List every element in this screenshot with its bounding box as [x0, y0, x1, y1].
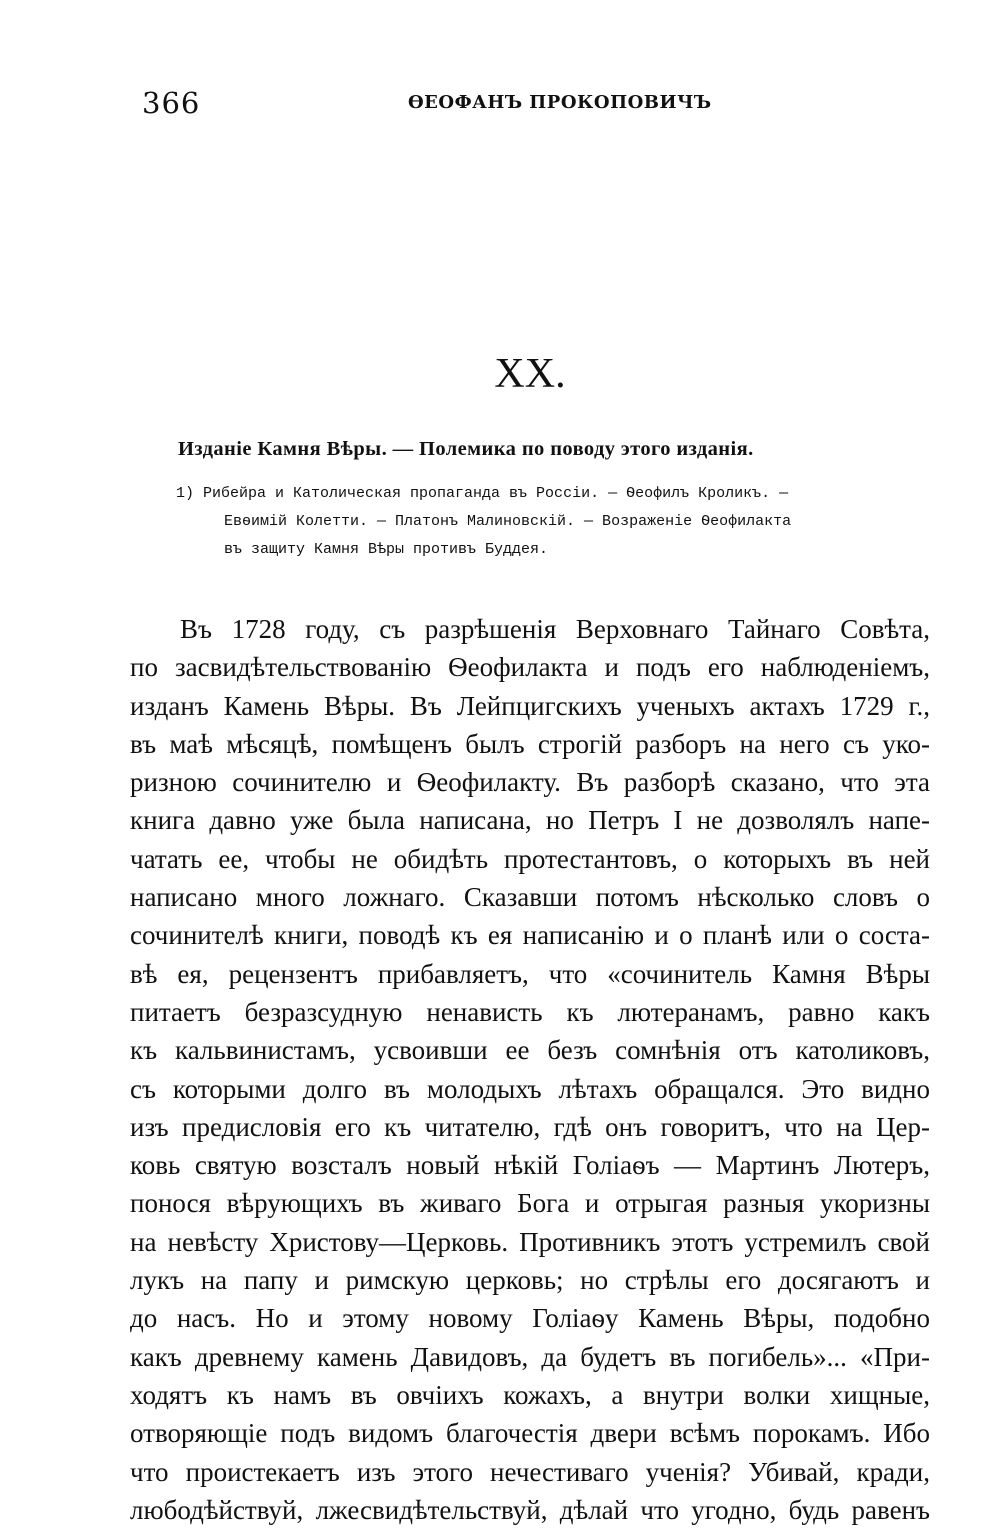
- text-line: любодѣйствуй, лжесвидѣтельствуй, дѣлай что угодно, будь равенъ: [130, 1494, 930, 1525]
- text-line: отворяющіе подъ видомъ благочестія двери всѣмъ порокамъ. Ибо: [130, 1418, 930, 1449]
- text-line: понося вѣрующихъ въ живаго Бога и отрыгая разныя укоризны: [130, 1188, 930, 1219]
- contents-line: Евѳимій Колетти. — Платонъ Малиновскій. — Возраженіе Ѳеофилакта: [224, 513, 792, 530]
- contents-line: 1) Рибейра и Католическая пропаганда въ Россіи. — Ѳеофилъ Кроликъ. —: [176, 485, 789, 502]
- chapter-title: Изданіе Камня Вѣры. — Полемика по поводу этого изданія.: [178, 438, 754, 460]
- body-text: [130, 610, 930, 1529]
- text-line: чатать ее, чтобы не обидѣть протестантовъ, о которыхъ въ ней: [130, 843, 930, 874]
- text-line: въ маѣ мѣсяцѣ, помѣщенъ былъ строгій разборъ на него съ уко-: [130, 728, 930, 759]
- text-line: ризною сочинителю и Ѳеофилакту. Въ разборѣ сказано, что эта: [130, 767, 930, 798]
- text-line: на невѣсту Христову—Церковь. Противникъ этотъ устремилъ свой: [130, 1226, 930, 1257]
- text-line: по засвидѣтельствованію Ѳеофилакта и подъ его наблюденіемъ,: [130, 652, 930, 683]
- text-line: какъ древнему камень Давидовъ, да будетъ въ погибель»... «При-: [130, 1341, 930, 1372]
- chapter-contents: [176, 485, 896, 569]
- text-line: до насъ. Но и этому новому Голіаѳу Камень Вѣры, подобно: [130, 1303, 930, 1334]
- page-number: 366: [142, 86, 201, 120]
- text-line: ходятъ къ намъ въ овчіихъ кожахъ, а внутри волки хищные,: [130, 1379, 930, 1410]
- text-line: съ которыми долго въ молодыхъ лѣтахъ обращался. Это видно: [130, 1073, 930, 1104]
- text-line: Въ 1728 году, съ разрѣшенія Верховнаго Тайнаго Совѣта,: [180, 614, 930, 644]
- text-line: лукъ на папу и римскую церковь; но стрѣлы его досягаютъ и: [130, 1265, 930, 1296]
- chapter-number: XX.: [494, 351, 566, 397]
- text-line: вѣ ея, рецензентъ прибавляетъ, что «сочинитель Камня Вѣры: [130, 958, 930, 989]
- text-line: ковь святую возсталъ новый нѣкій Голіаѳъ — Мартинъ Лютеръ,: [130, 1150, 930, 1181]
- text-line: изъ предисловія его къ читателю, гдѣ онъ говоритъ, что на Цер-: [130, 1111, 930, 1142]
- contents-line: въ защиту Камня Вѣры противъ Буддея.: [224, 541, 549, 558]
- text-line: сочинителѣ книги, поводѣ къ ея написанію и о планѣ или о соста-: [130, 920, 930, 951]
- text-line: написано много ложнаго. Сказавши потомъ нѣсколько словъ о: [130, 882, 930, 913]
- text-line: къ кальвинистамъ, усвоивши ее безъ сомнѣнія отъ католиковъ,: [130, 1035, 930, 1066]
- text-line: изданъ Камень Вѣры. Въ Лейпцигскихъ ученыхъ актахъ 1729 г.,: [130, 690, 930, 721]
- text-line: питаетъ безразсудную ненависть къ лютеранамъ, равно какъ: [130, 996, 930, 1027]
- text-line: книга давно уже была написана, но Петръ I не дозволялъ напе-: [130, 805, 930, 836]
- text-line: что проистекаетъ изъ этого нечестиваго ученія? Убивай, кради,: [130, 1456, 930, 1487]
- running-head: ѲЕОФАНЪ ПРОКОПОВИЧЪ: [408, 92, 712, 113]
